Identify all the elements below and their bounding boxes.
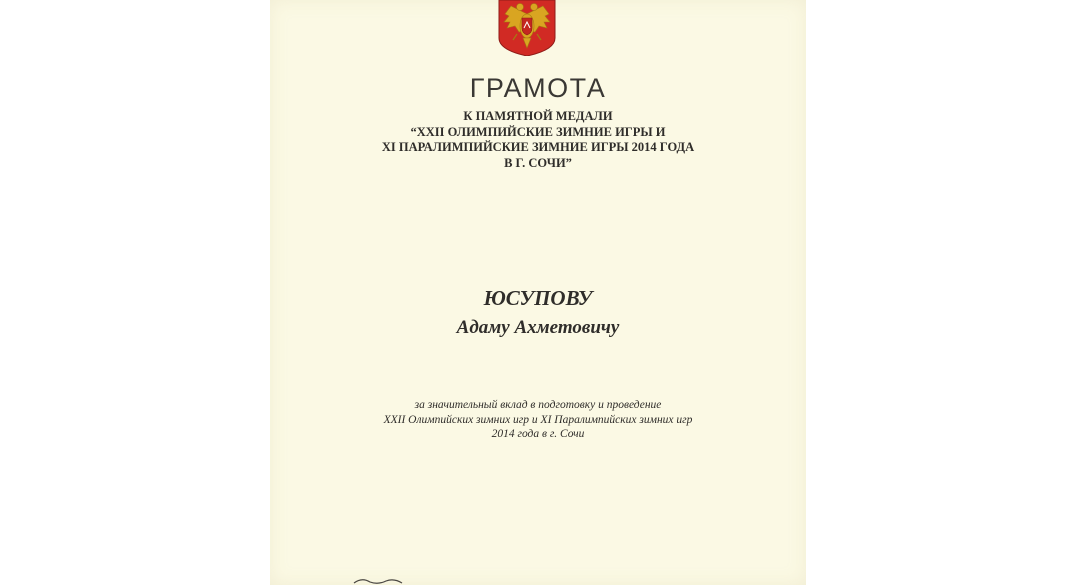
- subtitle-line: XI ПАРАЛИМПИЙСКИЕ ЗИМНИЕ ИГРЫ 2014 ГОДА: [381, 140, 695, 154]
- reason-line: 2014 года в г. Сочи: [491, 428, 585, 440]
- russian-coat-of-arms-icon: [497, 0, 557, 56]
- subtitle-line: К ПАМЯТНОЙ МЕДАЛИ: [463, 109, 613, 123]
- award-reason: [270, 398, 806, 442]
- recipient-surname: ЮСУПОВУ: [483, 286, 593, 310]
- reason-line: за значительный вклад в подготовку и проведение: [414, 399, 662, 411]
- recipient-given-name: Адаму Ахметовичу: [456, 317, 620, 338]
- document-title: ГРАМОТА: [469, 73, 607, 103]
- signature-fragment: [352, 575, 412, 585]
- subtitle-line: В Г. СОЧИ”: [504, 155, 572, 170]
- medal-description: [270, 109, 806, 171]
- certificate-paper: [270, 0, 806, 585]
- reason-line: XXII Олимпийских зимних игр и XI Паралимпийских зимних игр: [383, 413, 693, 426]
- subtitle-line: “XXII ОЛИМПИЙСКИЕ ЗИМНИЕ ИГРЫ И: [410, 124, 666, 139]
